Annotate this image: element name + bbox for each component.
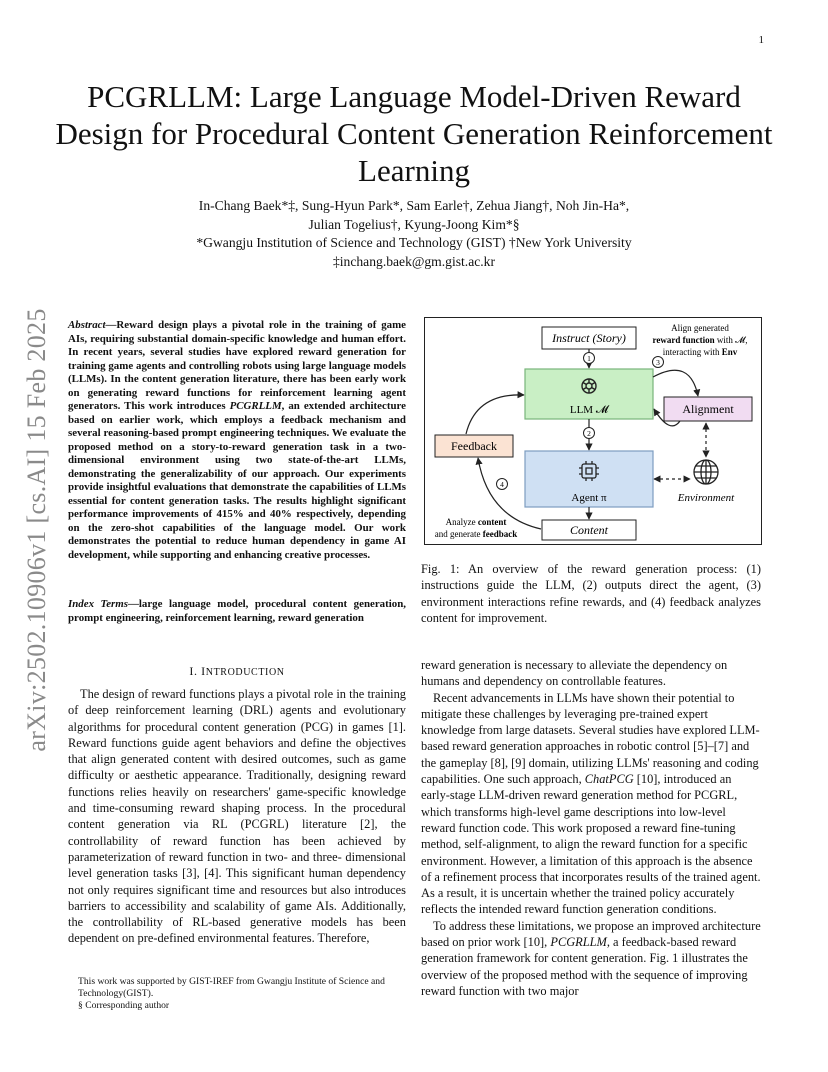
step-badge-3: [653, 357, 664, 368]
figure-caption: Fig. 1: An overview of the reward generation process: (1) instructions guide the LLM, (2) outputs direct the agent, (3) environment interactions refine rewards, and (4) feedback analyzes content for improvement.: [421, 562, 761, 625]
analyze-note-line-1: [446, 517, 507, 527]
index-terms-label: Index Terms: [68, 598, 128, 610]
arrow-llm-to-alignment: [653, 370, 698, 396]
right-paragraph-2: [421, 690, 761, 918]
index-terms-text: —large language model, procedural content generation, prompt engineering, reinforcement learning, reward generation: [68, 598, 406, 624]
content-label: Content: [570, 523, 608, 537]
right-paragraph-3: [421, 918, 761, 999]
arrow-feedback-to-llm: [466, 395, 524, 434]
step-badge-1: [584, 353, 595, 364]
page-number: 1: [758, 34, 764, 46]
author-block: [60, 197, 768, 271]
step-badge-4: [497, 479, 508, 490]
align-note-line-3b: Env: [721, 347, 738, 357]
figure-1-diagram: [424, 317, 762, 545]
affiliation-line: *Gwangju Institution of Science and Technology (GIST) †New York University: [196, 235, 632, 250]
step-4-label: 4: [500, 480, 504, 489]
abstract-label: Abstract: [68, 319, 106, 331]
align-note-line-3a: interacting with: [662, 347, 722, 357]
analyze-note-1a: Analyze: [445, 517, 478, 527]
right-paragraph-1: reward generation is necessary to alleviate the dependency on humans and dependency on controllable features.: [421, 658, 728, 689]
step-2-label: 2: [587, 429, 591, 438]
align-note-line-2: [653, 335, 748, 345]
analyze-note-line-2: [435, 529, 517, 539]
align-note-line-1: Align generated: [671, 323, 729, 333]
analyze-note-1b: content: [477, 517, 507, 527]
instruct-label: Instruct (Story): [552, 331, 626, 345]
alignment-label: Alignment: [682, 402, 734, 416]
right-p3-b: , a feedback-based reward generation framework for content generation. Fig. 1 illustrates the overview of the proposed method with the sequence of improving reward function with two major: [421, 935, 748, 998]
footnote-corresponding: § Corresponding author: [78, 1000, 170, 1011]
section-heading: [68, 664, 406, 679]
index-terms: [68, 598, 406, 625]
email-line: ‡inchang.baek@gm.gist.ac.kr: [332, 253, 495, 269]
section-cap: I: [201, 664, 206, 678]
align-note-line-3: [663, 347, 738, 357]
abstract-em: PCGRLLM: [229, 400, 282, 412]
abstract-text-a: —Reward design plays a pivotal role in the training of game AIs, requiring substantial domain-specific knowledge and human effort. In recent years, several studies have explored reward generation for training game agents and controlling robots using large language models (LLMs). In the content generation literature, there has been early work on generating reward functions for reinforcement learning agent generators. This work introduces: [68, 319, 406, 412]
agent-label: Agent π: [571, 492, 607, 504]
footnote-funding: This work was supported by GIST-IREF from Gwangju Institute of Science and Technology(GIST).: [78, 976, 385, 999]
section-rest: NTRODUCTION: [205, 667, 285, 678]
step-badge-2: [584, 428, 595, 439]
step-3-label: 3: [656, 358, 660, 367]
analyze-note-2a: and generate: [434, 529, 483, 539]
author-line-1: In-Chang Baek*‡, Sung-Hyun Park*, Sam Earle†, Zehua Jiang†, Noh Jin-Ha*,: [198, 198, 630, 213]
analyze-note-2b: feedback: [482, 529, 518, 539]
step-1-label: 1: [587, 354, 591, 363]
right-p3-em: PCGRLLM: [550, 935, 607, 950]
footnotes: [68, 976, 406, 1012]
right-p3-a: To address these limitations, we propose an improved architecture based on prior work [10],: [421, 918, 761, 950]
abstract: [68, 319, 406, 562]
llm-label: LLM 𝓜: [569, 404, 609, 416]
arxiv-stamp: arXiv:2502.10906v1 [cs.AI] 15 Feb 2025: [22, 308, 51, 752]
align-note-line-2a: reward function: [652, 335, 715, 345]
paper-title: PCGRLLM: Large Language Model-Driven Reward Design for Procedural Content Generation Reinforcement Learning: [55, 79, 773, 188]
align-note-line-2b: with 𝓜,: [714, 335, 748, 345]
right-p2-em: ChatPCG: [584, 772, 634, 787]
feedback-label: Feedback: [451, 439, 497, 453]
right-p2-a: Recent advancements in LLMs have shown their potential to mitigate these challenges by leveraging pre-trained expert knowledge from large datasets. Several studies have explored LLM-based reward generation approaches in robotic control [5]–[7] and the gameplay [8], [9] domain, utilizing LLMs' reasoning and coding capabilities. One such approach,: [421, 690, 760, 787]
globe-icon: [694, 460, 718, 484]
right-p2-b: [10], introduced an early-stage LLM-driven reward generation method for PCGRL, which transforms high-level game descriptions into low-level reward function code. This work proposed a reward fine-tuning method, self-alignment, to align the reward function for a specific environment. However, a limitation of this approach is the absence of a refinement process that incorporates results of the trained agent. As a result, it is uncertain whether the trained policy accurately reflects the intended reward function generation conditions.: [421, 772, 761, 917]
intro-paragraph: The design of reward functions plays a pivotal role in the training of deep reinforcement learning (DRL) agents and evolutionary algorithms for procedural content generation (PCG) in games [1]. Reward functions guide agent behaviors and define the objectives that align generated content with desired outcomes, such as game difficulty or aesthetic appearance. Traditionally, designing reward functions relies heavily on researchers' game-specific knowledge and time-consuming reward shaping process. In the procedural content generation via RL (PCGRL) literature [2], the controllability of reward function has been achieved by parameterization of reward function in two- and three- dimensional level generation tasks [3], [4]. This significant human dependency not only requires significant time and resources but also introduces barriers to accessibility and scalability of game AIs. Additionally, the controllability of RL-based generative models has been dependent on pre-defined environmental features. Therefore,: [68, 687, 406, 946]
author-line-2: Julian Togelius†, Kyung-Joong Kim*§: [308, 216, 520, 232]
environment-label: Environment: [677, 492, 735, 504]
section-numeral: I.: [189, 664, 202, 678]
abstract-text-b: , an extended architecture based on earlier work, which employs a feedback mechanism and several reasoning-based prompt engineering techniques. We evaluate the proposed method on a story-to-reward generation task in a two-dimensional environment using two state-of-the-art LLMs, demonstrating the generalizability of our approach. Our experiments provide insightful evaluations that demonstrate the capabilities of LLMs essential for content generation tasks. The results highlight significant performance improvements of 415% and 40% respectively, depending on the zero-shot capabilities of the language model. Our work demonstrates the potential to reduce human dependency in game AI development, while supporting and enhancing creative processes.: [68, 400, 406, 561]
right-column-text: [421, 657, 761, 999]
align-note: [671, 323, 729, 333]
